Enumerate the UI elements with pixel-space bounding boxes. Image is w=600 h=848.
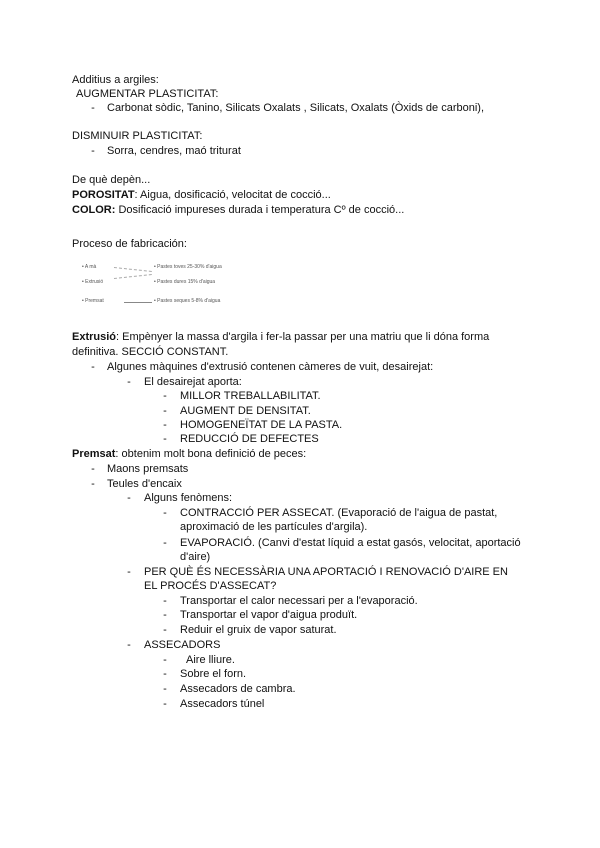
evaporacio-line1: EVAPORACIÓ. (Canvi d'estat líquid a estat gasós, velocitat, aportació xyxy=(180,537,521,549)
contraccio-line1: CONTRACCIÓ PER ASSECAT. (Evaporació de l'aigua de pastat, xyxy=(180,507,498,519)
premsat-line xyxy=(72,447,306,461)
assecador-item: Assecadors túnel xyxy=(180,698,265,710)
extrusio-text: : Empènyer la massa d'argila i fer-la passar per una matriu que li dóna forma xyxy=(116,331,490,343)
bullet: - xyxy=(163,698,167,710)
bullet: - xyxy=(163,405,167,417)
premsat-label: Premsat xyxy=(72,448,116,460)
fenomens-title: Alguns fenòmens: xyxy=(144,492,233,504)
scheme-right-toves: • Pastes toves 25-30% d'aigua xyxy=(154,264,222,270)
extrusio-item: Algunes màquines d'extrusió contenen càmeres de vuit, desairejat: xyxy=(107,361,434,373)
premsat-item: Maons premsats xyxy=(107,463,189,475)
color-label: COLOR: xyxy=(72,204,116,216)
bullet: - xyxy=(91,478,95,490)
pregunta-line1: PER QUÈ ÉS NECESSÀRIA UNA APORTACIÓ I RENOVACIÓ D'AIRE EN xyxy=(144,566,508,578)
extrusio-line1 xyxy=(72,330,489,344)
aporta-item: MILLOR TREBALLABILITAT. xyxy=(180,390,321,402)
bullet: - xyxy=(163,595,167,607)
color-text: Dosificació impureses durada i temperatura Cº de cocció... xyxy=(115,204,405,216)
augmentar-item: Carbonat sòdic, Tanino, Silicats Oxalats , Silicats, Oxalats (Òxids de carboni), xyxy=(107,102,485,114)
scheme-connector xyxy=(114,267,152,272)
evaporacio-line2: d'aire) xyxy=(180,551,211,563)
assecadors-title: ASSECADORS xyxy=(144,639,221,651)
bullet: - xyxy=(163,668,167,680)
bullet: - xyxy=(163,537,167,549)
bullet: - xyxy=(163,609,167,621)
bullet: - xyxy=(163,507,167,519)
aporta-item: HOMOGENEÏTAT DE LA PASTA. xyxy=(180,419,343,431)
bullet: - xyxy=(163,419,167,431)
porositat-text: : Aigua, dosificació, velocitat de cocció... xyxy=(134,189,331,201)
aporta-item: REDUCCIÓ DE DEFECTES xyxy=(180,433,319,445)
scheme-connector xyxy=(114,274,152,279)
assecador-item: Aire lliure. xyxy=(186,654,235,666)
desairejat-title: El desairejat aporta: xyxy=(144,376,242,388)
bullet: - xyxy=(91,463,95,475)
extrusio-label: Extrusió xyxy=(72,331,117,343)
assecador-item: Sobre el forn. xyxy=(180,668,247,680)
scheme-left-premsat: • Premsat xyxy=(82,298,104,304)
proces-title: Proceso de fabricación: xyxy=(72,238,187,250)
scheme-left-extrusio: • Extrusió xyxy=(82,279,104,285)
augmentar-heading: AUGMENTAR PLASTICITAT: xyxy=(76,88,219,100)
bullet: - xyxy=(91,361,95,373)
bullet: - xyxy=(127,376,131,388)
pregunta-item: Reduir el gruix de vapor saturat. xyxy=(180,624,337,636)
extrusio-line2: definitiva. SECCIÓ CONSTANT. xyxy=(72,346,229,358)
premsat-text: : obtenim molt bona definició de peces: xyxy=(115,448,307,460)
scheme-left-ama: • A mà xyxy=(82,264,97,270)
aporta-item: AUGMENT DE DENSITAT. xyxy=(180,405,311,417)
bullet: - xyxy=(163,624,167,636)
porositat-label: POROSITAT xyxy=(72,189,135,201)
bullet: - xyxy=(127,492,131,504)
bullet: - xyxy=(163,390,167,402)
disminuir-heading: DISMINUIR PLASTICITAT: xyxy=(72,130,203,142)
depen-title: De què depèn... xyxy=(72,174,151,186)
disminuir-item: Sorra, cendres, maó triturat xyxy=(107,145,241,157)
pregunta-item: Transportar el calor necessari per a l'evaporació. xyxy=(180,595,418,607)
bullet: - xyxy=(127,566,131,578)
bullet: - xyxy=(163,654,167,666)
bullet: - xyxy=(127,639,131,651)
bullet: - xyxy=(163,433,167,445)
additius-title: Additius a argiles: xyxy=(72,74,159,86)
scheme-right-seques: • Pastes seques 5-8% d'aigua xyxy=(154,298,221,304)
contraccio-line2: aproximació de les partícules d'argila). xyxy=(180,521,368,533)
porositat-line xyxy=(72,188,331,202)
bullet: - xyxy=(163,683,167,695)
scheme-right-dures: • Pastes dures 15% d'aigua xyxy=(154,279,216,285)
pregunta-line2: EL PROCÉS D'ASSECAT? xyxy=(144,580,277,592)
bullet: - xyxy=(91,145,95,157)
color-line xyxy=(72,203,404,217)
premsat-item: Teules d'encaix xyxy=(107,478,182,490)
assecador-item: Assecadors de cambra. xyxy=(180,683,296,695)
pregunta-item: Transportar el vapor d'aigua produït. xyxy=(180,609,358,621)
bullet: - xyxy=(91,102,95,114)
scheme-connector xyxy=(124,302,152,303)
